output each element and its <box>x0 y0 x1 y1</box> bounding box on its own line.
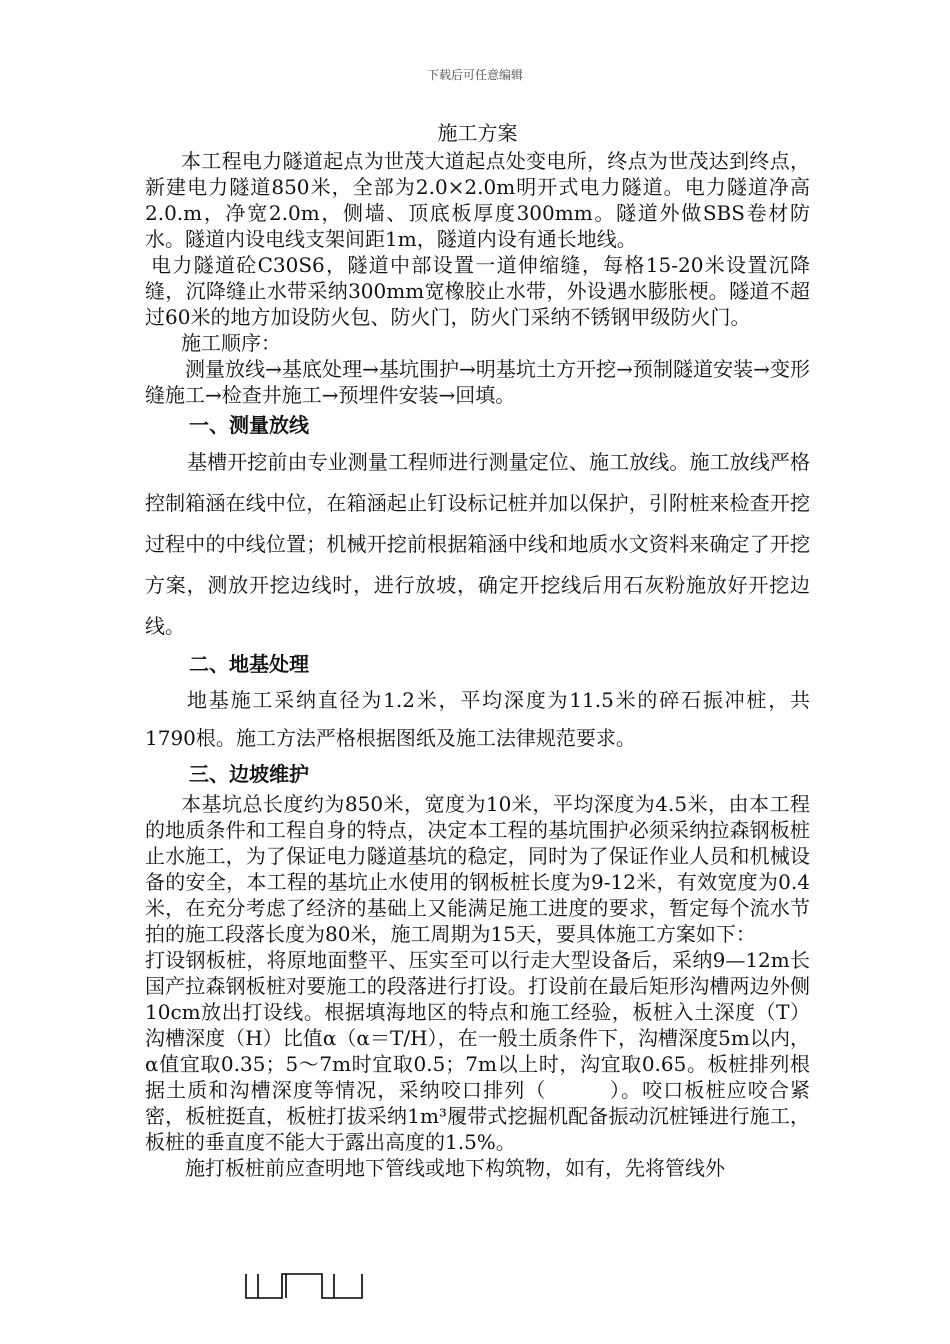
section-heading-foundation: 二、地基处理 <box>189 652 309 676</box>
section-heading-slope: 三、边坡维护 <box>189 762 309 786</box>
document-body <box>145 118 810 1181</box>
page-header-note: 下载后可任意编辑 <box>426 68 523 82</box>
section-body-slope-3: 施打板桩前应查明地下管线或地下构筑物，如有，先将管线外 <box>185 1156 725 1180</box>
intro-paragraph-1: 本工程电力隧道起点为世茂大道起点处变电所，终点为世茂达到终点，新建电力隧道850米，全部为2.0×2.0m明开式电力隧道。电力隧道净高2.0.m，净宽2.0m，侧墙、顶底板厚度300mm。隧道外做SBS卷材防水。隧道内设电线支架间距1m，隧道内设有通长地线。 <box>145 149 810 251</box>
intro-paragraph-2: 电力隧道砼C30S6，隧道中部设置一道伸缩缝，每格15-20米设置沉降缝，沉降缝止水带采纳300mm宽橡胶止水带，外设遇水膨胀梗。隧道不超过60米的地方加设防火包、防火门，防火门采纳不锈钢甲级防火门。 <box>145 253 810 329</box>
section-heading-survey: 一、测量放线 <box>189 413 309 437</box>
section-body-slope-2: 打设钢板桩，将原地面整平、压实至可以行走大型设备后，采纳9—12m长国产拉森钢板桩对要施工的段落进行打设。打设前在最后矩形沟槽两边外侧10cm放出打设线。根据填海地区的特点和施工经验，板桩入土深度（T）沟槽深度（H）比值α（α＝T/H），在一般土质条件下，沟槽深度5m以内，α值宜取0.35；5～7m时宜取0.5；7m以上时，沟宜取0.65。板桩排列根据土质和沟槽深度等情况，采纳咬口排列（ ）。咬口板桩应咬合紧密，板桩挺直，板桩打拔采纳1m³履带式挖掘机配备振动沉桩锤进行施工，板桩的垂直度不能大于露出高度的1.5%。 <box>145 948 810 1154</box>
sheet-pile-diagram-icon <box>244 1272 368 1302</box>
section-body-slope-1: 本基坑总长度约为850米，宽度为10米，平均深度为4.5米，由本工程的地质条件和工程自身的特点，决定本工程的基坑围护必须采纳拉森钢板桩止水施工，为了保证电力隧道基坑的稳定，同时为了保证作业人员和机械设备的安全，本工程的基坑止水使用的钢板桩长度为9-12米，有效宽度为0.4米，在充分考虑了经济的基础上又能满足施工进度的要求，暂定每个流水节拍的施工段落长度为80米，施工周期为15天，要具体施工方案如下： <box>145 792 810 946</box>
section-body-foundation: 地基施工采纳直径为1.2米，平均深度为11.5米的碎石振冲桩，共1790根。施工方法严格根据图纸及施工法律规范要求。 <box>145 688 810 750</box>
sequence-text: 测量放线→基底处理→基坑围护→明基坑土方开挖→预制隧道安装→变形缝施工→检查井施工→预埋件安装→回填。 <box>145 357 810 407</box>
document-title: 施工方案 <box>437 121 518 145</box>
section-body-survey: 基槽开挖前由专业测量工程师进行测量定位、施工放线。施工放线严格控制箱涵在线中位，在箱涵起止钉设标记桩并加以保护，引附桩来检查开挖过程中的中线位置；机械开挖前根据箱涵中线和地质水文资料来确定了开挖方案，测放开挖边线时，进行放坡，确定开挖线后用石灰粉施放好开挖边线。 <box>145 450 810 638</box>
sequence-label: 施工顺序： <box>181 331 281 355</box>
